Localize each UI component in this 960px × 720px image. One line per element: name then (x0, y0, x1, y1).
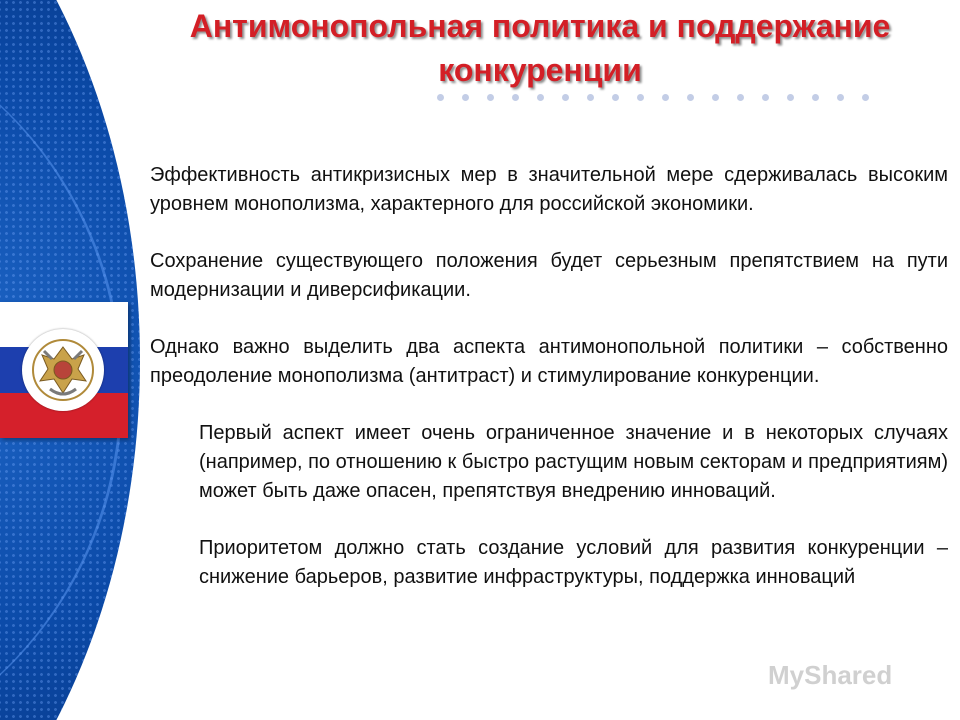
paragraph-1: Эффективность антикризисных мер в значительной мере сдерживалась высоким уровнем монополизма, характерного для российской экономики. (150, 164, 948, 215)
paragraph-5: Приоритетом должно стать создание условий для развития конкуренции – снижение барьеров, развитие инфраструктуры, поддержка инноваций (199, 537, 948, 588)
paragraph-3: Однако важно выделить два аспекта антимонопольной политики – собственно преодоление монополизма (антитраст) и стимулирование конкуренции. (150, 336, 948, 387)
paragraph-4: Первый аспект имеет очень ограниченное значение и в некоторых случаях (например, по отношению к быстро растущим новым секторам и предприятиям) может быть даже опасен, препятствуя внедрению инноваций. (199, 422, 948, 502)
coat-of-arms-icon (22, 329, 104, 411)
title-dot-divider (437, 94, 869, 106)
paragraph-2: Сохранение существующего положения будет серьезным препятствием на пути модернизации и диверсификации. (150, 250, 948, 301)
slide-body (150, 161, 948, 620)
slide-title: Антимонопольная политика и поддержание конкуренции (189, 8, 891, 88)
russian-flag (0, 302, 128, 438)
emblem-graphic (22, 329, 104, 411)
watermark: MyShared (768, 660, 893, 690)
